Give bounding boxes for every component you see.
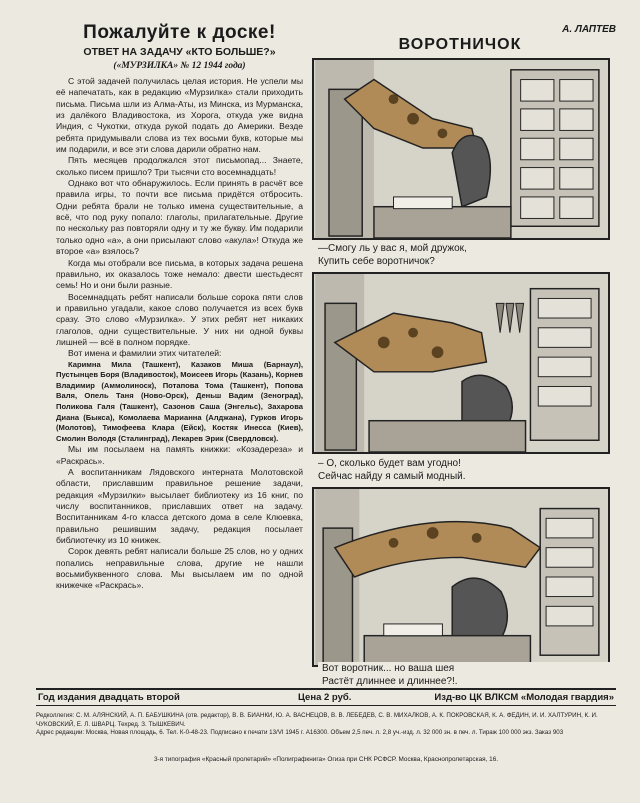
comic-panel-1 <box>312 58 610 240</box>
paragraph: А воспитанникам Лядовского интерната Молотовской области, приславшим правильное решение задачи, редакция «Мурзилки» высылает библиотеку из 16 книг, по числу воспитанников, приславших ответ на задачу. Воспитанникам 4-го класса детского дома в селе Клюевка, правильно решившим задачу, редакция посылает библиотечку из 10 книжек. <box>56 467 303 546</box>
paragraph: Восемнадцать ребят написали больше сорока пяти слов и правильно угадали, какое слово получается из всех букв сразу. Это слово «Мурзилка». У этих ребят нет никаких глаголов, одни существительные. У них ни одной буквы лишней — всё в полном порядке. <box>56 291 303 347</box>
comic-panel-3 <box>312 487 610 667</box>
editorial-board: Редколлегия: С. М. АЛЯНСКИЙ, А. П. БАБУШКИНА (отв. редактор), В. В. БИАНКИ, Ю. А. ВАСНЕЦОВ, В. В. ЛЕБЕДЕВ, С. В. МИХАЛКОВ, А. К. ПОКРОВСКАЯ, К. А. ФЕДИН, И. И. ХАЛТУРИН, К. И. ЧУКОВСКИЙ, Е. Л. ШВАРЦ. Техред. З. ТЫШКЕВИЧ. <box>36 712 598 728</box>
comic-title: ВОРОТНИЧОК <box>398 36 522 53</box>
article-title: Пожалуйте к доске! <box>83 22 276 43</box>
paragraph: Когда мы отобрали все письма, в которых задача решена правильно, их оказалось тоже немало: двести шестьдесят семь! Но и они были разные. <box>56 257 303 291</box>
article-column <box>56 22 303 592</box>
paragraph: С этой задачей получилась целая история. Не успели мы её напечатать, как в редакцию «Мурзилка» стали приходить письма. Письма шли из Алма-Аты, из Минска, из Мурманска, из далёкого Владивостока, из Хорога, откуда уже видна Индия, с Чукотки, откуда рукой подать до Америки. Везде ребята придумывали слова из тех восьми букв, которые мы им подарили, и все эти слова дарили обратно нам. <box>56 76 303 155</box>
comic-caption-3: Вот воротник... но ваша шея Растёт длиннее и длиннее?!. <box>318 662 614 688</box>
printer-info: 3-я типография «Красный пролетарий» «Полиграфкнига» Огиза при СНК РСФСР. Москва, Краснопролетарская, 16. <box>153 756 499 763</box>
editorial-address: Адрес редакции: Москва, Новая площадь, 6. Тел. К-0-48-23. Подписано к печати 13/VI 1945 г. А16300. Объем 2,5 печ. л. 2,8 уч.-изд. л. 32 000 зн. в печ. л. Тираж 100 000 экз. Заказ 903 <box>36 729 564 737</box>
paragraph: Пять месяцев продолжался этот письмопад... Знаете, сколько писем пришло? Три тысячи сто восемнадцать! <box>56 155 303 177</box>
comic-caption-1: —Смогу ль у вас я, мой дружок, Купить себе воротничок? <box>318 243 467 267</box>
article-source: («МУРЗИЛКА» № 12 1944 года) <box>113 61 246 71</box>
paragraph: Однако вот что обнаружилось. Если принять в расчёт все правила игры, то почти все письма придётся отбросить. Одни ребята брали не только имена существительные, а всё, что под руку попало: глаголы, прилагательные. Другие по нескольку раз повторяли одну и ту же букву. Им подарили только одно «а», а они присылают слово «акула»! Откуда же второе «а» взялось? <box>56 178 303 257</box>
comic-caption-2: – О, сколько будет вам угодно! Сейчас найду я самый модный. <box>318 458 466 482</box>
imprint-bar <box>36 688 616 706</box>
article-subtitle: ОТВЕТ НА ЗАДАЧУ «КТО БОЛЬШЕ?» <box>83 46 276 58</box>
paragraph: Вот имена и фамилии этих читателей: <box>68 348 222 359</box>
illustration-giraffe-shop-2 <box>314 274 608 452</box>
comic-panel-2 <box>312 272 610 454</box>
illustration-giraffe-shop-3 <box>314 489 608 665</box>
winners-list: Каримна Мила (Ташкент), Казаков Миша (Барнаул), Пустынцев Боря (Владивосток), Моисеев Игорь (Казань), Корнев Владимир (Аммолиноск), Потапова Тома (Ташкент), Попова Валя, Опель Таня (Ново-Орск), Деньш Вадим (Зеноград), Поликова Галя (Ташкент), Сазонов Саша (Энгельс), Захарова Диана (Быкса), Комолаева Марианна (Алджана), Гурков Игорь (Молотов), Тимофеева Клара (Ейск), Костяк Инесса (Киев), Смолин Володя (Сталинград), Лекарев Эрик (Свердловск). <box>56 359 303 443</box>
editorial-credits <box>36 712 616 738</box>
paragraph: Сорок девять ребят написали больше 25 слов, но у одних попались неправильные слова, другие не нашли восьмибуквенного слова. Мы высылаем им по одной книжечке «Раскрась». <box>56 546 303 591</box>
article-body <box>56 76 303 592</box>
edition-year: Год издания двадцать второй <box>38 692 180 703</box>
publisher: Изд-во ЦК ВЛКСМ «Молодая гвардия» <box>434 692 614 703</box>
illustration-giraffe-shop-1 <box>314 60 608 238</box>
paragraph: Мы им посылаем на память книжки: «Козадереза» и «Раскрась». <box>56 444 303 466</box>
comic-author: А. ЛАПТЕВ <box>562 24 616 35</box>
price: Цена 2 руб. <box>298 692 352 703</box>
